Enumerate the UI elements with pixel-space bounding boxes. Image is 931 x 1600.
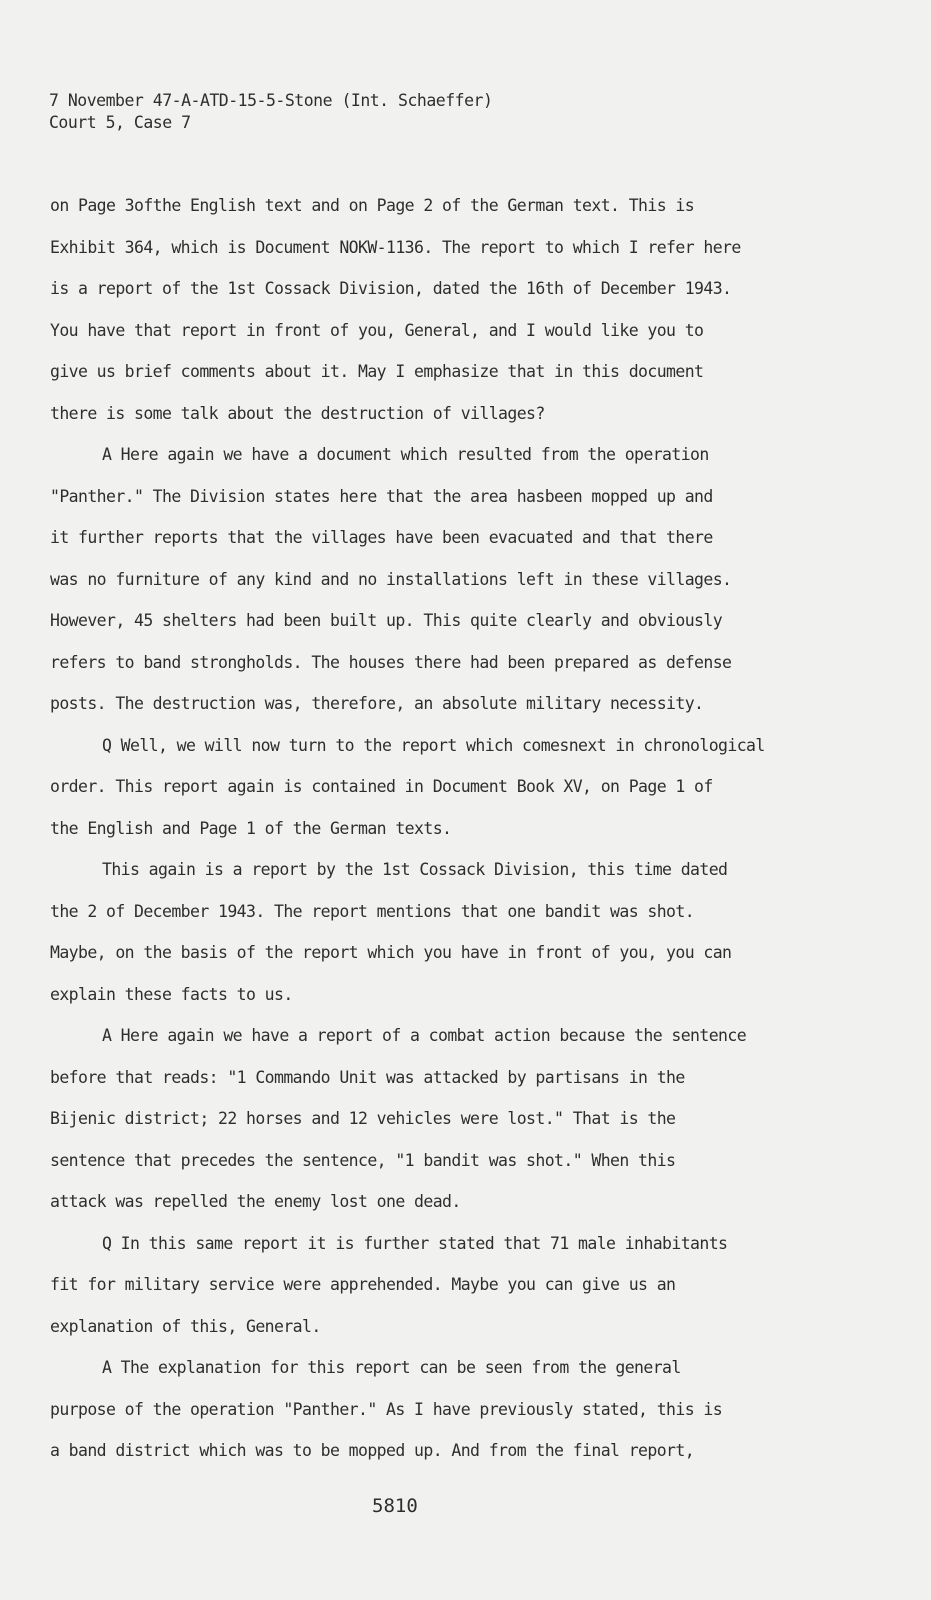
text-line: fit for military service were apprehended. Maybe you can give us an [50, 1275, 676, 1294]
question-paragraph-start: Q In this same report it is further stated that 71 male inhabitants [102, 1233, 728, 1253]
text-line: order. This report again is contained in Document Book XV, on Page 1 of [50, 777, 713, 796]
transcript-body [50, 192, 840, 1479]
text-line: explanation of this, General. [50, 1316, 321, 1336]
answer-paragraph-start: A Here again we have a document which resulted from the operation [102, 445, 709, 464]
text-line: is a report of the 1st Cossack Division, dated the 16th of December 1943. [50, 279, 732, 298]
text-line: Maybe, on the basis of the report which you have in front of you, you can [50, 943, 732, 962]
text-line: refers to band strongholds. The houses there had been prepared as defense [50, 652, 732, 672]
answer-paragraph-start: A Here again we have a report of a combat action because the sentence [102, 1026, 747, 1045]
text-line: the English and Page 1 of the German texts. [50, 818, 452, 838]
text-line: it further reports that the villages have been evacuated and that there [50, 528, 713, 547]
text-line: a band district which was to be mopped up. And from the final report, [50, 1441, 695, 1460]
text-line: "Panther." The Division states here that the area hasbeen mopped up and [50, 486, 713, 506]
text-line: Exhibit 364, which is Document NOKW-1136. The report to which I refer here [50, 237, 741, 257]
question-paragraph-start: Q Well, we will now turn to the report which comesnext in chronological [102, 735, 765, 755]
document-header [49, 90, 492, 134]
text-line: However, 45 shelters had been built up. This quite clearly and obviously [50, 611, 723, 630]
text-line: was no furniture of any kind and no installations left in these villages. [50, 569, 732, 589]
text-line: before that reads: "1 Commando Unit was attacked by partisans in the [50, 1067, 685, 1087]
text-line: give us brief comments about it. May I emphasize that in this document [50, 362, 704, 381]
text-line: sentence that precedes the sentence, "1 bandit was shot." When this [50, 1150, 676, 1170]
text-line: You have that report in front of you, General, and I would like you to [50, 320, 704, 340]
text-line: posts. The destruction was, therefore, an absolute military necessity. [50, 694, 704, 713]
text-line: there is some talk about the destruction of villages? [50, 403, 545, 423]
text-line: the 2 of December 1943. The report mentions that one bandit was shot. [50, 901, 695, 921]
header-line-date-reference: 7 November 47-A-ATD-15-5-Stone (Int. Schaeffer) [49, 91, 493, 110]
answer-paragraph-start: A The explanation for this report can be seen from the general [102, 1358, 681, 1377]
paragraph-start: This again is a report by the 1st Cossack Division, this time dated [102, 860, 728, 879]
text-line: on Page 3ofthe English text and on Page 2 of the German text. This is [50, 196, 695, 215]
text-line: Bijenic district; 22 horses and 12 vehicles were lost." That is the [50, 1109, 676, 1128]
page-number: 5810 [372, 1495, 418, 1517]
text-line: attack was repelled the enemy lost one dead. [50, 1192, 461, 1211]
text-line: explain these facts to us. [50, 984, 293, 1004]
text-line: purpose of the operation "Panther." As I have previously stated, this is [50, 1399, 723, 1419]
header-line-court-case: Court 5, Case 7 [49, 113, 191, 132]
